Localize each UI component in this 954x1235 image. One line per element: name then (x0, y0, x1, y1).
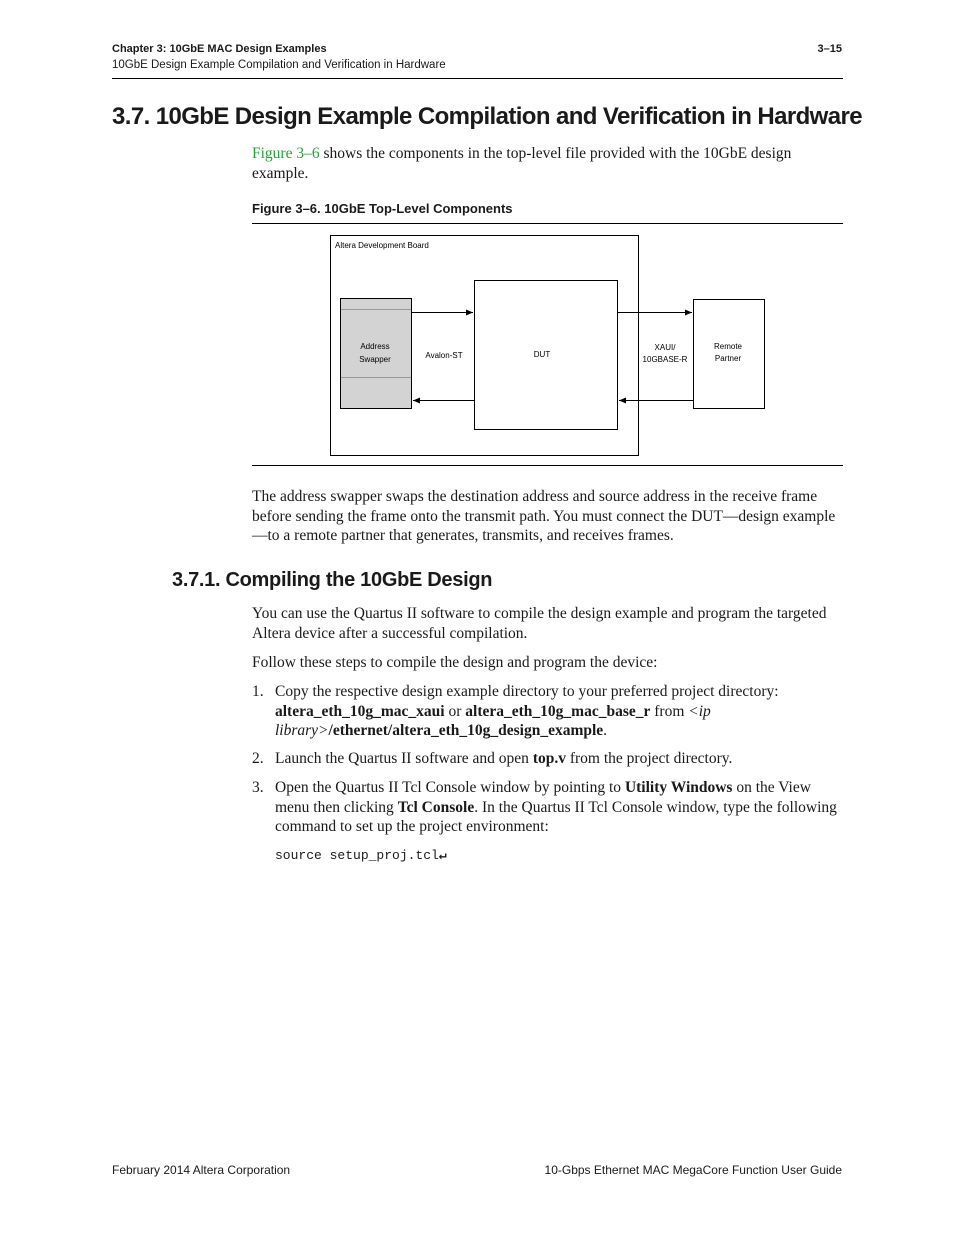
xaui-directory-name: altera_eth_10g_mac_xaui (275, 702, 445, 720)
quartus-paragraph: You can use the Quartus II software to compile the design example and program the targeted Altera device after a successful compilation. (252, 605, 827, 642)
top-v-file-name: top.v (532, 750, 566, 767)
figure-link[interactable]: Figure 3–6 (252, 145, 320, 162)
step-1-number: 1. (252, 683, 264, 700)
header-page-number: 3–15 (817, 43, 842, 55)
step-1-text: Copy the respective design example directory to your preferred project directory: altera_eth_10g_mac_xaui or altera_eth_10g_mac_base_r from <ip library>/ethernet/altera_eth_10g_design_example. (275, 683, 779, 739)
enter-key-icon: ↵ (438, 848, 447, 863)
design-example-path: /ethernet/altera_eth_10g_design_example (328, 722, 604, 739)
step-2-text: Launch the Quartus II software and open top.v from the project directory. (275, 750, 733, 767)
tcl-command (275, 848, 447, 863)
tcl-command-text: source setup_proj.tcl (275, 848, 439, 863)
intro-text: shows the components in the top-level file provided with the 10GbE design example. (252, 145, 792, 182)
step-3-text: Open the Quartus II Tcl Console window by pointing to Utility Windows on the View menu then clicking Tcl Console. In the Quartus II Tcl Console window, type the following command to set up the project environment: (275, 779, 837, 835)
step-2-number: 2. (252, 750, 264, 767)
tcl-console-menu: Tcl Console (397, 798, 475, 816)
swapper-label-line1: Address (360, 342, 390, 351)
swapper-label-line2: Swapper (359, 355, 391, 364)
xaui-label-line1: XAUI/ (654, 343, 676, 352)
xaui-label-line2: 10GBASE-R (642, 355, 688, 364)
base-r-directory-name: altera_eth_10g_mac_base_r (465, 702, 651, 720)
header-chapter: Chapter 3: 10GbE MAC Design Examples (112, 43, 327, 55)
section-heading: 3.7. 10GbE Design Example Compilation and Verification in Hardware (112, 103, 862, 130)
address-swapper-box (341, 299, 412, 409)
header-section: 10GbE Design Example Compilation and Verification in Hardware (112, 59, 446, 71)
partner-label-line2: Partner (714, 354, 742, 363)
board-label: Altera Development Board (335, 241, 429, 250)
swapper-paragraph: The address swapper swaps the destination address and source address in the receive frame before sending the frame onto the transmit path. You must connect the DUT—design example—to a remote partner that generates, transmits, and receives frames. (252, 488, 836, 544)
footer-left: February 2014 Altera Corporation (112, 1163, 291, 1177)
dut-label: DUT (533, 350, 551, 359)
footer-right: 10-Gbps Ethernet MAC MegaCore Function User Guide (544, 1163, 842, 1177)
partner-label-line1: Remote (713, 342, 743, 351)
figure-caption: Figure 3–6. 10GbE Top-Level Components (252, 201, 513, 216)
ip-library-placeholder: <ip library> (275, 702, 711, 739)
top-level-diagram (0, 0, 954, 470)
figure-rule-bottom (252, 465, 843, 466)
steps-intro-paragraph: Follow these steps to compile the design and program the device: (252, 654, 658, 671)
step-3-number: 3. (252, 779, 264, 796)
utility-windows-menu: Utility Windows (624, 779, 733, 796)
avalon-st-label: Avalon-ST (425, 351, 463, 360)
subsection-heading: 3.7.1. Compiling the 10GbE Design (172, 569, 493, 591)
